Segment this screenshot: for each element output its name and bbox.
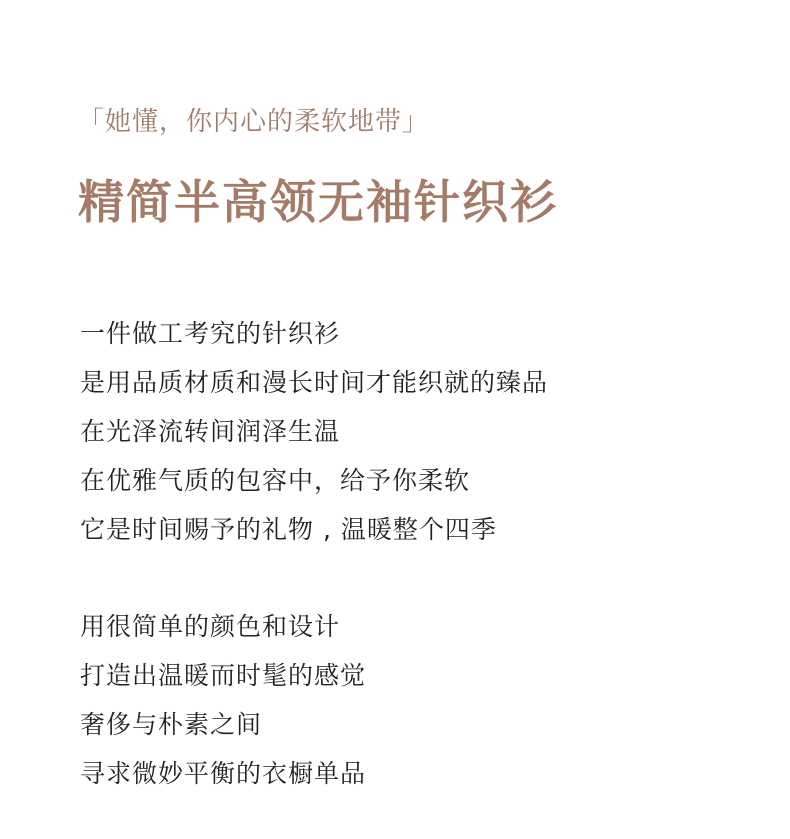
description-line: 它是时间赐予的礼物 , 温暖整个四季 — [80, 515, 497, 544]
description-paragraph-1 — [80, 309, 548, 554]
description-line: 在优雅气质的包容中，给予你柔软 — [80, 466, 471, 495]
description-line: 奢侈与朴素之间 — [80, 710, 263, 739]
description-line: 一件做工考究的针织衫 — [80, 319, 341, 348]
product-title: 精简半高领无袖针织衫 — [78, 175, 558, 229]
tagline: 「她懂，你内心的柔软地带」 — [78, 107, 430, 137]
description-line: 寻求微妙平衡的衣橱单品 — [80, 759, 367, 788]
description-line: 用很简单的颜色和设计 — [80, 612, 341, 641]
description-paragraph-2 — [80, 602, 366, 798]
description-line: 是用品质材质和漫长时间才能织就的臻品 — [80, 368, 549, 397]
description-line: 在光泽流转间润泽生温 — [80, 417, 341, 446]
description-line: 打造出温暖而时髦的感觉 — [80, 661, 367, 690]
